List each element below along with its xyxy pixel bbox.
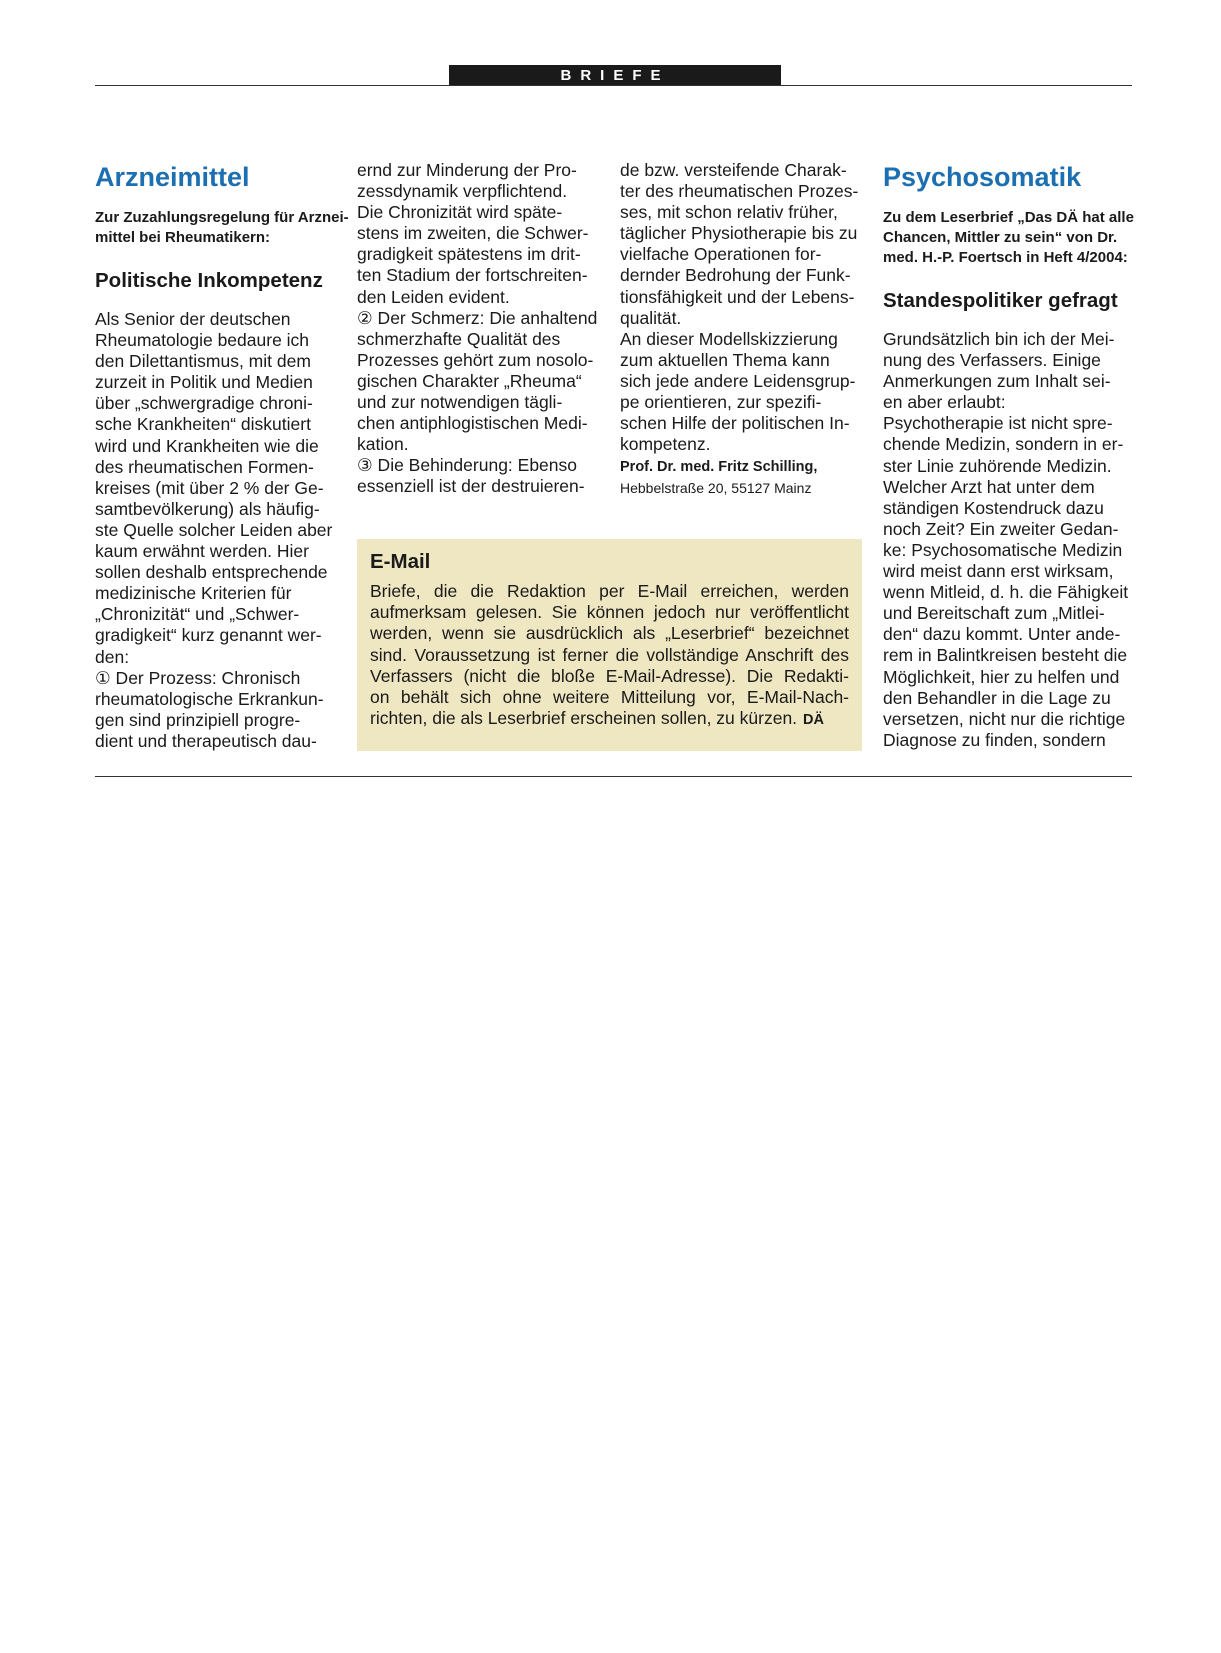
column-psychosomatik	[883, 160, 1133, 751]
text-line: Welcher Arzt hat unter dem	[883, 476, 1095, 497]
text-line: tionsfähigkeit und der Lebens-	[620, 286, 855, 307]
text-line: dernder Bedrohung der Funk-	[620, 265, 851, 286]
bottom-divider	[95, 776, 1132, 777]
text-line: zurzeit in Politik und Medien	[95, 372, 313, 393]
text-line: des rheumatischen Formen-	[95, 456, 314, 477]
text-line: chen antiphlogistischen Medi-	[357, 413, 588, 434]
text-line: ③ Die Behinderung: Ebenso	[357, 455, 577, 476]
text-line: gen sind prinzipiell progre-	[95, 709, 301, 730]
column-arzneimittel	[95, 160, 349, 752]
text-line: und zur notwendigen tägli-	[357, 392, 563, 413]
intro-line: med. H.-P. Foertsch in Heft 4/2004:	[883, 249, 1128, 266]
text-line: medizinische Kriterien für	[95, 583, 292, 604]
email-box-text	[370, 581, 849, 731]
text-line: chende Medizin, sondern in er-	[883, 434, 1124, 455]
text-line: sind. Voraussetzung ist ferner die vollständige Anschrift des	[370, 644, 849, 665]
text-line: rheumatologische Erkrankun-	[95, 688, 324, 709]
text-line: aufmerksam gelesen. Sie können jedoch nur veröffentlicht	[370, 602, 849, 623]
text-line: Diagnose zu finden, sondern	[883, 729, 1106, 750]
text-line-last	[370, 708, 849, 731]
text-line: täglicher Physiotherapie bis zu	[620, 223, 858, 244]
text-line: Möglichkeit, hier zu helfen und	[883, 666, 1120, 687]
text-line: Psychotherapie ist nicht spre-	[883, 413, 1113, 434]
text-line: stens im zweiten, die Schwer-	[357, 223, 589, 244]
letter-intro	[95, 208, 349, 248]
text-line: samtbevölkerung) als häufig-	[95, 498, 320, 519]
text-line: rem in Balintkreisen besteht die	[883, 645, 1128, 666]
text-line: An dieser Modellskizzierung	[620, 328, 838, 349]
text-line: sche Krankheiten“ diskutiert	[95, 414, 311, 435]
text-line: wird meist dann erst wirksam,	[883, 561, 1114, 582]
text-line: sich jede andere Leidensgrup-	[620, 370, 856, 391]
text-line: en aber erlaubt:	[883, 392, 1006, 413]
letter-headline: Standespolitiker gefragt	[883, 289, 1118, 312]
column-arzneimittel-end	[620, 160, 870, 499]
text-line: zessdynamik verpflichtend.	[357, 181, 568, 202]
text-line: zum aktuellen Thema kann	[620, 349, 830, 370]
text-line: „Chronizität“ und „Schwer-	[95, 604, 300, 625]
text-line: Grundsätzlich bin ich der Mei-	[883, 329, 1115, 349]
section-header-briefe: BRIEFE	[449, 65, 781, 86]
section-title-psychosomatik: Psychosomatik	[883, 162, 1082, 192]
letter-intro	[883, 208, 1133, 268]
text-line: über „schwergradige chroni-	[95, 393, 313, 414]
text-line: Verfassers (nicht die bloße E-Mail-Adresse). Die Redakti-	[370, 665, 849, 686]
text-line: ständigen Kostendruck dazu	[883, 497, 1104, 518]
text-line: pe orientieren, zur spezifi-	[620, 392, 822, 413]
section-title-arzneimittel: Arzneimittel	[95, 162, 250, 192]
text-line: kreises (mit über 2 % der Ge-	[95, 477, 324, 498]
text-line: ses, mit schon relativ früher,	[620, 202, 838, 223]
text-line: wenn Mitleid, d. h. die Fähigkeit	[883, 582, 1129, 603]
text-line: ② Der Schmerz: Die anhaltend	[357, 307, 598, 328]
text-line: Prozesses gehört zum nosolo-	[357, 349, 594, 370]
text-line: und Bereitschaft zum „Mitlei-	[883, 603, 1105, 624]
editorial-signature: DÄ	[803, 712, 824, 729]
text-line: ten Stadium der fortschreiten-	[357, 265, 588, 286]
letter-body	[95, 309, 343, 752]
text-line: schen Hilfe der politischen In-	[620, 413, 850, 434]
text-line: on behält sich ohne weitere Mitteilung vor, E-Mail-Nach-	[370, 687, 849, 708]
text-line: ① Der Prozess: Chronisch	[95, 667, 301, 688]
text-line: qualität.	[620, 307, 682, 328]
text-line: wird und Krankheiten wie die	[95, 435, 319, 456]
column-arzneimittel-continued	[357, 160, 607, 498]
text-line: kaum erwähnt werden. Hier	[95, 541, 309, 562]
email-info-box	[357, 539, 862, 751]
letter-body	[883, 329, 1133, 751]
letter-headline: Politische Inkompetenz	[95, 269, 323, 292]
intro-line: mittel bei Rheumatikern:	[95, 229, 271, 246]
text-line: essenziell ist der destruieren-	[357, 476, 585, 497]
text-line: dient und therapeutisch dau-	[95, 730, 317, 751]
text-line: ster Linie zuhörende Medizin.	[883, 455, 1112, 476]
text-line: ste Quelle solcher Leiden aber	[95, 519, 333, 540]
text-line: richten, die als Leserbrief erscheinen sollen, zu kürzen.	[370, 708, 798, 729]
text-line: kation.	[357, 434, 409, 455]
text-line: schmerzhafte Qualität des	[357, 328, 561, 349]
text-line: gradigkeit spätestens im drit-	[357, 244, 581, 265]
text-line: den“ dazu kommt. Unter ande-	[883, 624, 1121, 645]
text-line: nung des Verfassers. Einige	[883, 350, 1101, 371]
text-line: vielfache Operationen for-	[620, 244, 822, 265]
text-line: de bzw. versteifende Charak-	[620, 160, 847, 180]
email-box-title: E-Mail	[370, 550, 431, 573]
text-line: noch Zeit? Ein zweiter Gedan-	[883, 518, 1119, 539]
text-line: den Behandler in die Lage zu	[883, 687, 1111, 708]
text-line: Als Senior der deutschen	[95, 309, 291, 329]
text-line: Briefe, die die Redaktion per E-Mail erreichen, werden	[370, 581, 849, 601]
text-line: den Leiden evident.	[357, 286, 510, 307]
author-signature-name: Prof. Dr. med. Fritz Schilling,	[620, 459, 818, 476]
text-line: gischen Charakter „Rheuma“	[357, 370, 582, 391]
intro-line: Chancen, Mittler zu sein“ von Dr.	[883, 229, 1118, 246]
text-line: Die Chronizität wird späte-	[357, 202, 563, 223]
text-line: den Dilettantismus, mit dem	[95, 351, 311, 372]
text-line: gradigkeit“ kurz genannt wer-	[95, 625, 322, 646]
text-line: werden, wenn sie ausdrücklich als „Leserbrief“ bezeichnet	[370, 623, 849, 644]
text-line: Rheumatologie bedaure ich	[95, 330, 310, 351]
intro-line: Zur Zuzahlungsregelung für Arznei-	[95, 209, 349, 226]
text-line: den:	[95, 646, 130, 667]
text-line: sollen deshalb entsprechende	[95, 562, 328, 583]
text-line: ke: Psychosomatische Medizin	[883, 539, 1123, 560]
text-line: Anmerkungen zum Inhalt sei-	[883, 371, 1111, 392]
text-line: versetzen, nicht nur die richtige	[883, 708, 1126, 729]
top-divider	[95, 85, 1132, 86]
intro-line: Zu dem Leserbrief „Das DÄ hat alle	[883, 209, 1134, 226]
text-line: ter des rheumatischen Prozes-	[620, 181, 859, 202]
author-signature-address: Hebbelstraße 20, 55127 Mainz	[620, 480, 812, 497]
text-line: kompetenz.	[620, 434, 711, 455]
text-line: ernd zur Minderung der Pro-	[357, 160, 577, 180]
